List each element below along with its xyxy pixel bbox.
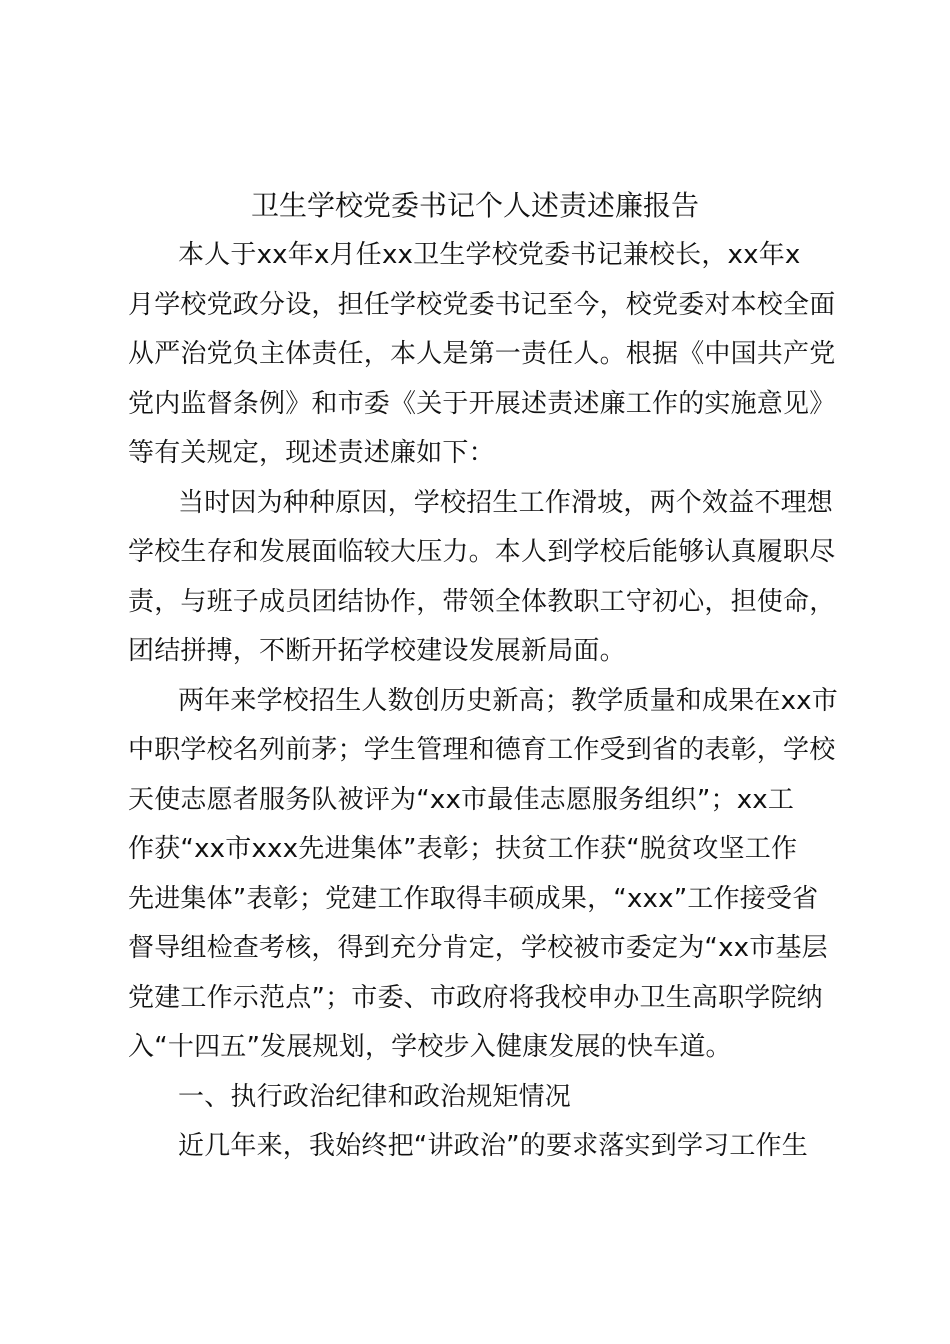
paragraph-line: 党内监督条例》和市委《关于开展述责述廉工作的实施意见》: [128, 389, 836, 419]
paragraph-line: 党建工作示范点”；市委、市政府将我校申办卫生高职学院纳: [128, 983, 823, 1013]
paragraph-line: 作获“xx市xxx先进集体”表彰；扶贫工作获“脱贫攻坚工作: [128, 834, 798, 864]
paragraph-line: 从严治党负主体责任，本人是第一责任人。根据《中国共产党: [128, 339, 836, 369]
paragraph-line: 督导组检查考核，得到充分肯定，学校被市委定为“xx市基层: [128, 933, 828, 963]
paragraph-line: 团结拼搏，不断开拓学校建设发展新局面。: [128, 636, 626, 666]
paragraph-line: 等有关规定，现述责述廉如下：: [128, 438, 495, 468]
paragraph-line: 先进集体”表彰；党建工作取得丰硕成果，“xxx”工作接受省: [128, 884, 819, 914]
paragraph-line: 天使志愿者服务队被评为“xx市最佳志愿服务组织”；xx工: [128, 785, 795, 815]
paragraph-line: 中职学校名列前茅；学生管理和德育工作受到省的表彰，学校: [128, 735, 836, 765]
document-title: 卫生学校党委书记个人述责述廉报告: [250, 189, 699, 222]
paragraph-line: 本人于xx年x月任xx卫生学校党委书记兼校长，xx年x: [178, 240, 801, 270]
paragraph-line: 近几年来，我始终把“讲政治”的要求落实到学习工作生: [178, 1131, 808, 1161]
paragraph-line: 入“十四五”发展规划，学校步入健康发展的快车道。: [128, 1032, 732, 1062]
paragraph-line: 月学校党政分设，担任学校党委书记至今，校党委对本校全面: [128, 290, 836, 320]
paragraph-line: 责，与班子成员团结协作，带领全体教职工守初心，担使命，: [128, 587, 836, 617]
section-heading: 一、执行政治纪律和政治规矩情况: [178, 1082, 572, 1112]
paragraph-line: 两年来学校招生人数创历史新高；教学质量和成果在xx市: [178, 686, 838, 716]
paragraph-line: 当时因为种种原因，学校招生工作滑坡，两个效益不理想: [178, 488, 834, 518]
paragraph-line: 学校生存和发展面临较大压力。本人到学校后能够认真履职尽: [128, 537, 836, 567]
